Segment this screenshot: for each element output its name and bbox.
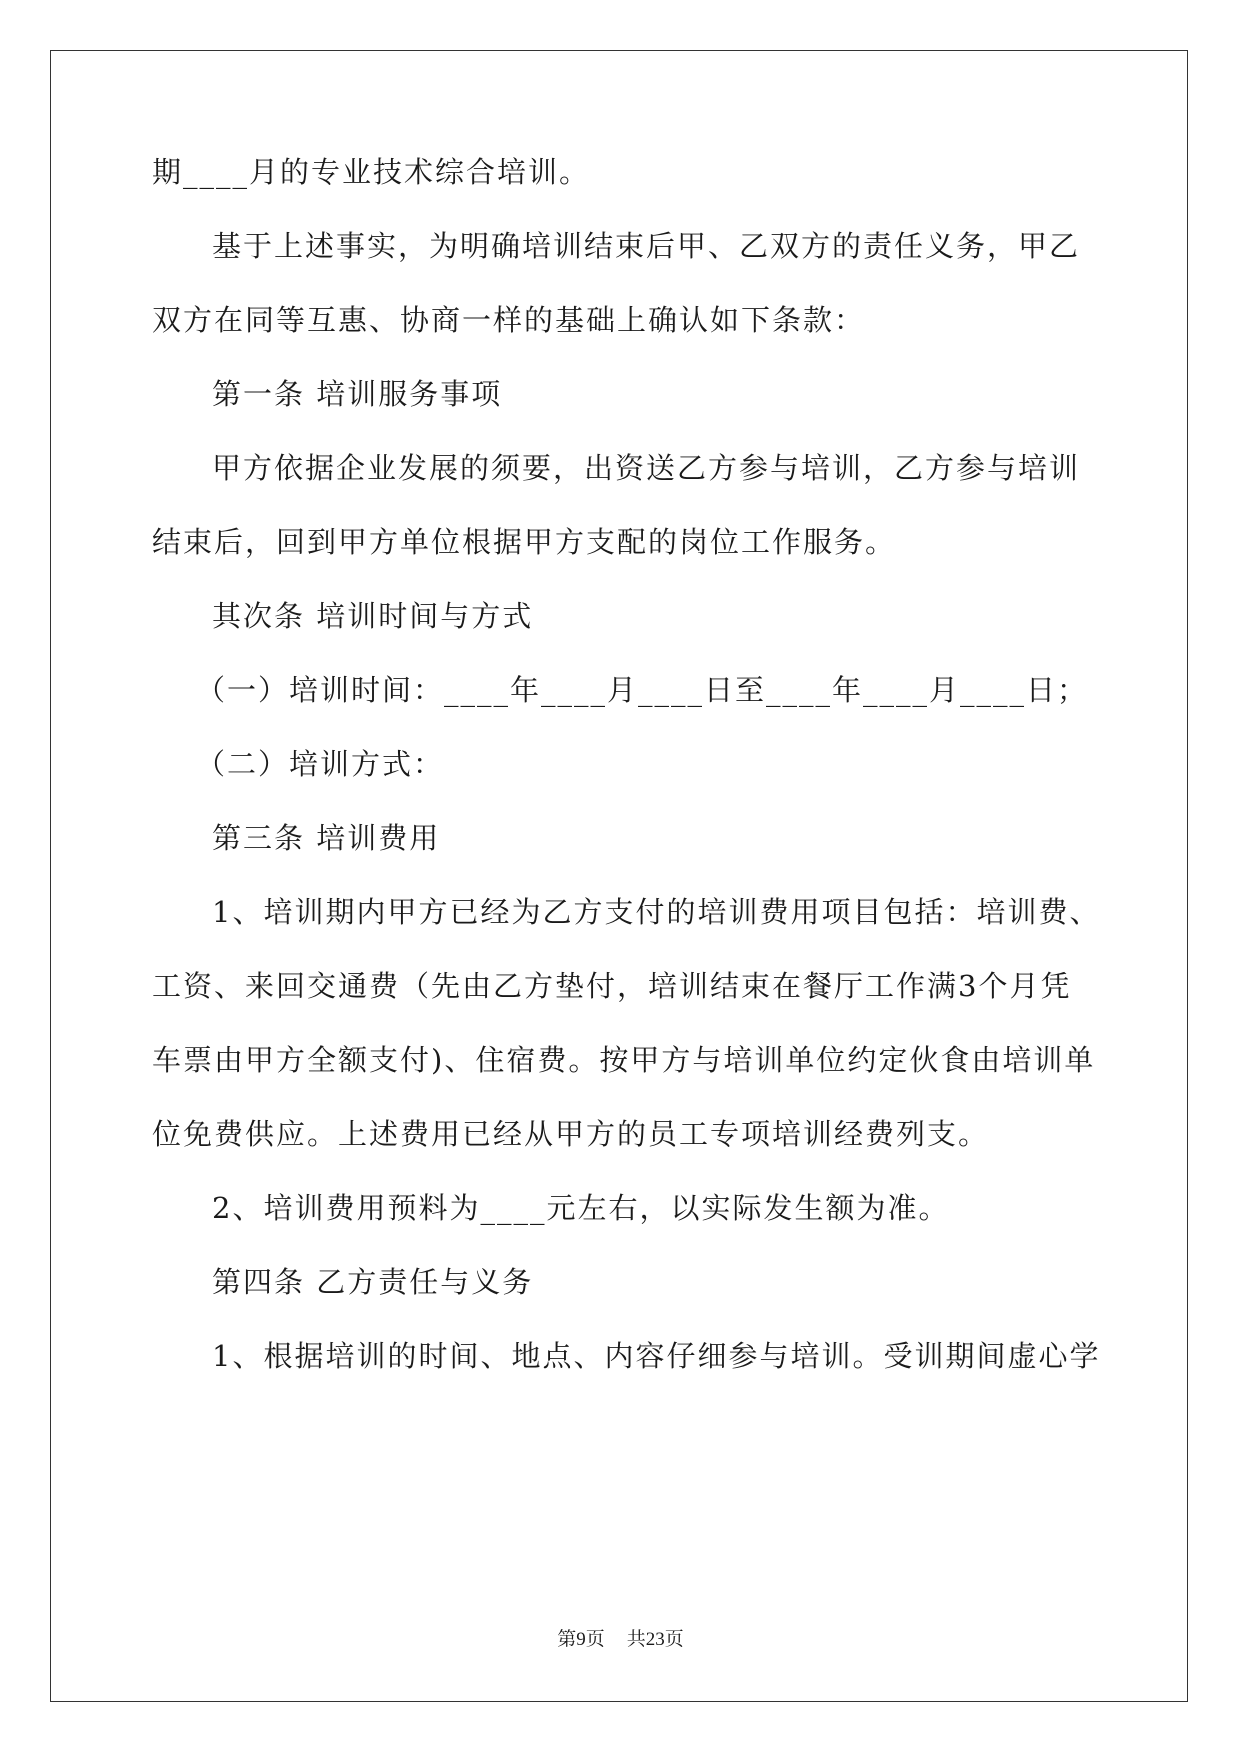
page-number: 第9页 [557,1629,605,1650]
page-footer [0,1628,1241,1652]
section-heading: 其次条 培训时间与方式 [212,599,534,633]
page-total: 共23页 [626,1629,684,1650]
paragraph-line: 双方在同等互惠、协商一样的基础上确认如下条款： [152,303,866,337]
paragraph-line: 甲方依据企业发展的须要，出资送乙方参与培训，乙方参与培训 [212,451,1081,485]
paragraph-line: 结束后，回到甲方单位根据甲方支配的岗位工作服务。 [152,525,897,559]
section-heading: 第一条 培训服务事项 [212,377,503,411]
paragraph-line: 位免费供应。上述费用已经从甲方的员工专项培训经费列支。 [152,1117,990,1151]
section-heading: 第三条 培训费用 [212,821,441,855]
paragraph-line: 1、根据培训的时间、地点、内容仔细参与培训。受训期间虚心学 [212,1339,1101,1373]
paragraph-line: 1、培训期内甲方已经为乙方支付的培训费用项目包括：培训费、 [212,895,1101,929]
page-border [50,50,1188,1702]
paragraph-line: 2、培训费用预料为____元左右，以实际发生额为准。 [212,1191,950,1225]
paragraph-line: 期____月的专业技术综合培训。 [152,155,591,189]
section-heading: 第四条 乙方责任与义务 [212,1265,534,1299]
paragraph-line: 基于上述事实，为明确培训结束后甲、乙双方的责任义务，甲乙 [212,229,1081,263]
paragraph-line: 车票由甲方全额支付)、住宿费。按甲方与培训单位约定伙食由培训单 [152,1043,1096,1077]
paragraph-line: 工资、来回交通费（先由乙方垫付，培训结束在餐厅工作满3个月凭 [152,969,1072,1003]
paragraph-line: （二）培训方式： [196,747,445,781]
paragraph-line: （一）培训时间：____年____月____日至____年____月____日； [196,673,1089,707]
